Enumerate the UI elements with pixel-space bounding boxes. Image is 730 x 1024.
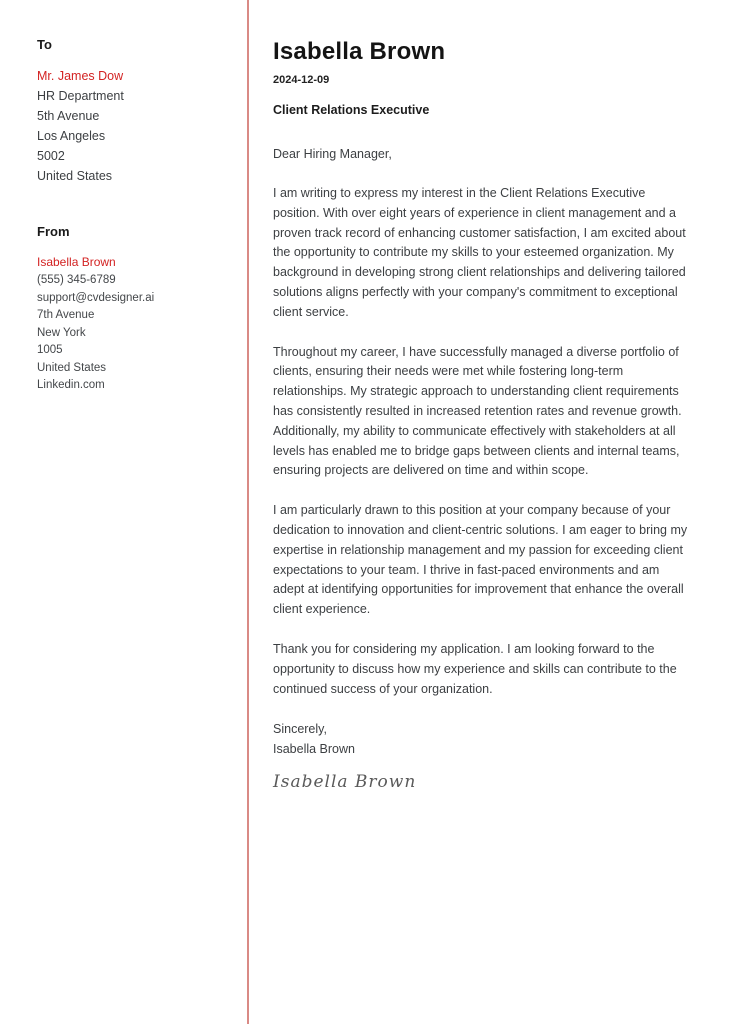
sidebar bbox=[37, 37, 227, 395]
recipient-street: 5th Avenue bbox=[37, 109, 100, 123]
closing-signed-name: Isabella Brown bbox=[273, 742, 355, 757]
from-label: From bbox=[37, 224, 70, 239]
paragraph-motivation: I am particularly drawn to this position at your company because of your dedication to innovation and client-centric solutions. I am eager to bring my expertise in relationship management and my passion for exceeding client expectations to your team. I thrive in fast-paced environments and am adept at identifying opportunities for improvement that enhance the overall client experience. bbox=[273, 503, 688, 617]
paragraph-career: Throughout my career, I have successfully managed a diverse portfolio of clients, ensuring their needs were met while fostering long-term relationships. My strategic approach to understanding client requirements has consistently resulted in increased retention rates and revenue growth. Additionally, my ability to communicate effectively with stakeholders at all levels has enabled me to bridge gaps between clients and internal teams, ensuring projects are delivered on time and within scope. bbox=[273, 344, 682, 478]
sender-linkedin: Linkedin.com bbox=[37, 379, 105, 391]
sender-email: support@cvdesigner.ai bbox=[37, 291, 155, 304]
to-label: To bbox=[37, 37, 52, 52]
recipient-country: United States bbox=[37, 169, 113, 183]
sender-name: Isabella Brown bbox=[37, 255, 116, 269]
closing-word: Sincerely, bbox=[273, 722, 327, 737]
sender-city: New York bbox=[37, 326, 86, 339]
recipient-department: HR Department bbox=[37, 89, 124, 103]
paragraph-intro: I am writing to express my interest in the Client Relations Executive position. With over eight years of experience in client management and a proven track record of enhancing customer satisfaction, I am excited about the opportunity to contribute my skills to your esteemed organization. My background in developing strong client relationships and delivering tailored solutions aligns perfectly with your company's commitment to exceptional client service. bbox=[273, 186, 686, 319]
sender-street: 7th Avenue bbox=[37, 309, 95, 321]
paragraph-thanks: Thank you for considering my application. I am looking forward to the opportunity to discuss how my experience and skills can contribute to the continued success of your organization. bbox=[273, 641, 677, 696]
applicant-name-heading: Isabella Brown bbox=[273, 38, 446, 65]
sender-country: United States bbox=[37, 361, 107, 374]
job-title: Client Relations Executive bbox=[273, 103, 430, 117]
letter-date: 2024-12-09 bbox=[273, 74, 330, 86]
sender-postal-code: 1005 bbox=[37, 344, 63, 356]
recipient-name: Mr. James Dow bbox=[37, 69, 124, 83]
closing-block bbox=[273, 719, 689, 759]
recipient-postal-code: 5002 bbox=[37, 149, 65, 163]
salutation: Dear Hiring Manager, bbox=[273, 147, 392, 161]
to-section bbox=[37, 37, 227, 186]
handwritten-signature: Isabella Brown bbox=[273, 772, 417, 793]
vertical-divider bbox=[247, 0, 249, 1024]
from-section bbox=[37, 224, 227, 395]
recipient-city: Los Angeles bbox=[37, 129, 106, 143]
sender-phone: (555) 345-6789 bbox=[37, 274, 116, 286]
letter-body bbox=[273, 38, 689, 792]
